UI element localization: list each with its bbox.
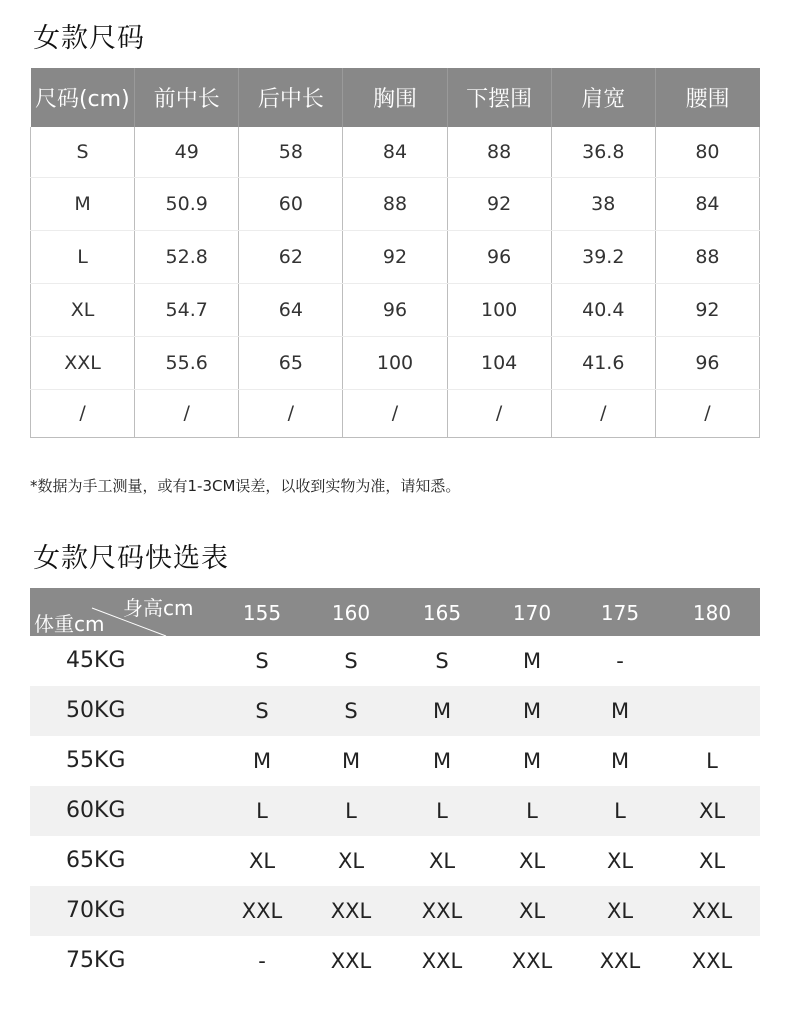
measurement-cell: 65 (239, 336, 343, 389)
height-column-header: 160 (331, 601, 371, 625)
size-chart-header-row (31, 68, 760, 127)
size-label-cell: S (31, 127, 135, 177)
measurement-cell: 88 (343, 177, 447, 230)
recommended-size-cell: M (432, 749, 452, 773)
header-bust: 胸围 (343, 68, 447, 127)
measurement-cell: 50.9 (135, 177, 239, 230)
recommended-size-cell: XL (518, 849, 546, 873)
header-size: 尺码(cm) (31, 68, 135, 127)
size-row (31, 230, 760, 283)
measurement-cell: / (655, 389, 759, 437)
recommended-size-cell: XL (518, 899, 546, 923)
height-column-header: 165 (422, 601, 462, 625)
quick-select-row (30, 886, 760, 936)
recommended-size-cell: XXL (691, 899, 733, 923)
recommended-size-cell: M (522, 749, 542, 773)
height-axis-label: 身高cm (123, 596, 194, 620)
size-label-cell: L (31, 230, 135, 283)
weight-label: 65KG (66, 848, 126, 873)
corner-cell (30, 588, 220, 636)
recommended-size-cell: S (255, 699, 269, 723)
recommended-size-cell: S (435, 649, 449, 673)
measurement-cell: 92 (655, 283, 759, 336)
measurement-cell: 92 (447, 177, 551, 230)
recommended-size-cell: M (432, 699, 452, 723)
size-row (31, 177, 760, 230)
recommended-size-cell: - (616, 649, 624, 673)
measurement-cell: 41.6 (551, 336, 655, 389)
measurement-cell: 96 (447, 230, 551, 283)
recommended-size-cell: XL (248, 849, 276, 873)
measurement-cell: 96 (655, 336, 759, 389)
weight-label: 60KG (66, 798, 126, 823)
recommended-size-cell: M (522, 649, 542, 673)
measurement-cell: 62 (239, 230, 343, 283)
size-label-cell: XL (31, 283, 135, 336)
quick-select-row (30, 736, 760, 786)
header-waist: 腰围 (655, 68, 759, 127)
measurement-cell: 52.8 (135, 230, 239, 283)
height-column-header: 175 (600, 601, 640, 625)
size-row (31, 336, 760, 389)
weight-label: 75KG (66, 948, 126, 973)
recommended-size-cell: M (341, 749, 361, 773)
recommended-size-cell: XXL (421, 949, 463, 973)
measurement-cell: 60 (239, 177, 343, 230)
weight-axis-label: 体重cm (34, 612, 105, 636)
measurement-cell: 100 (343, 336, 447, 389)
measurement-cell: / (343, 389, 447, 437)
measurement-note: *数据为手工测量，或有1-3CM误差，以收到实物为准，请知悉。 (30, 477, 461, 495)
size-row (31, 127, 760, 177)
recommended-size-cell: XL (698, 849, 726, 873)
quick-select-title: 女款尺码快选表 (33, 543, 229, 574)
measurement-cell: 40.4 (551, 283, 655, 336)
measurement-cell: 88 (447, 127, 551, 177)
weight-label: 70KG (66, 898, 126, 923)
recommended-size-cell: XXL (691, 949, 733, 973)
size-label-cell: M (31, 177, 135, 230)
size-row (31, 283, 760, 336)
measurement-cell: 88 (655, 230, 759, 283)
quick-select-row (30, 786, 760, 836)
recommended-size-cell: XL (337, 849, 365, 873)
measurement-cell: 54.7 (135, 283, 239, 336)
recommended-size-cell: L (526, 799, 538, 823)
quick-select-table (30, 588, 760, 986)
recommended-size-cell: XL (606, 899, 634, 923)
recommended-size-cell: M (252, 749, 272, 773)
size-chart-table (30, 68, 760, 438)
measurement-cell: 104 (447, 336, 551, 389)
recommended-size-cell: L (706, 749, 718, 773)
quick-select-row (30, 636, 760, 686)
measurement-cell: / (239, 389, 343, 437)
measurement-cell: 100 (447, 283, 551, 336)
weight-label: 55KG (66, 748, 126, 773)
recommended-size-cell: M (610, 749, 630, 773)
recommended-size-cell: XXL (241, 899, 283, 923)
quick-select-row (30, 836, 760, 886)
weight-label: 50KG (66, 698, 126, 723)
recommended-size-cell: XXL (599, 949, 641, 973)
recommended-size-cell: XL (606, 849, 634, 873)
recommended-size-cell: - (258, 949, 266, 973)
recommended-size-cell: S (344, 699, 358, 723)
recommended-size-cell: L (614, 799, 626, 823)
recommended-size-cell: M (610, 699, 630, 723)
measurement-cell: 39.2 (551, 230, 655, 283)
measurement-cell: 58 (239, 127, 343, 177)
measurement-cell: 64 (239, 283, 343, 336)
recommended-size-cell: XXL (330, 949, 372, 973)
measurement-cell: 84 (343, 127, 447, 177)
height-column-header: 155 (242, 601, 282, 625)
recommended-size-cell: L (436, 799, 448, 823)
size-label-cell: / (31, 389, 135, 437)
header-shoulder: 肩宽 (551, 68, 655, 127)
recommended-size-cell: L (256, 799, 268, 823)
measurement-cell: / (447, 389, 551, 437)
recommended-size-cell: XL (698, 799, 726, 823)
recommended-size-cell: L (345, 799, 357, 823)
header-back-length: 后中长 (239, 68, 343, 127)
measurement-cell: 38 (551, 177, 655, 230)
recommended-size-cell: XL (428, 849, 456, 873)
measurement-cell: / (135, 389, 239, 437)
recommended-size-cell: M (522, 699, 542, 723)
measurement-cell: 36.8 (551, 127, 655, 177)
recommended-size-cell: XXL (511, 949, 553, 973)
size-row (31, 389, 760, 437)
size-label-cell: XXL (31, 336, 135, 389)
header-hem: 下摆围 (447, 68, 551, 127)
recommended-size-cell: S (255, 649, 269, 673)
measurement-cell: / (551, 389, 655, 437)
quick-select-header (30, 588, 760, 636)
header-front-length: 前中长 (135, 68, 239, 127)
measurement-cell: 80 (655, 127, 759, 177)
quick-select-row (30, 686, 760, 736)
recommended-size-cell: XXL (330, 899, 372, 923)
weight-label: 45KG (66, 648, 126, 673)
measurement-cell: 92 (343, 230, 447, 283)
height-column-header: 180 (692, 601, 732, 625)
height-column-header: 170 (512, 601, 552, 625)
measurement-cell: 84 (655, 177, 759, 230)
measurement-cell: 55.6 (135, 336, 239, 389)
recommended-size-cell: XXL (421, 899, 463, 923)
quick-select-row (30, 936, 760, 986)
measurement-cell: 96 (343, 283, 447, 336)
recommended-size-cell: S (344, 649, 358, 673)
measurement-cell: 49 (135, 127, 239, 177)
size-chart-title: 女款尺码 (33, 23, 145, 54)
